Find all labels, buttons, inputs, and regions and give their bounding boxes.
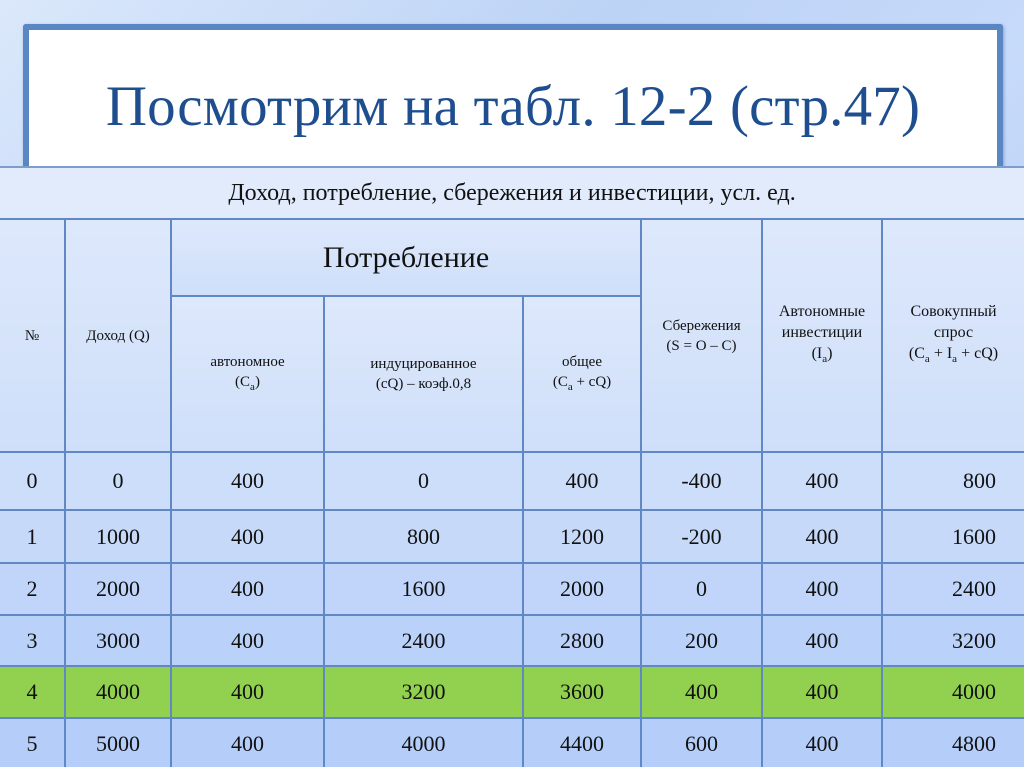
- cell-investment: 400: [762, 718, 882, 767]
- header-savings-line1: Сбережения: [662, 317, 741, 334]
- cell-total: 3600: [523, 666, 641, 718]
- header-total-consumption: [523, 296, 641, 452]
- header-demand-formula-sub1: a: [924, 353, 930, 365]
- header-aggregate-demand: [882, 219, 1024, 452]
- cell-income: 2000: [65, 563, 171, 615]
- cell-savings: 400: [641, 666, 762, 718]
- header-induced-line2: (cQ) – коэф.0,8: [375, 376, 472, 392]
- cell-number: 1: [0, 510, 65, 563]
- header-total-pre: (C: [552, 373, 568, 390]
- header-total-post: + cQ): [572, 373, 612, 390]
- header-consumption-group: Потребление: [171, 219, 641, 296]
- cell-number: 0: [0, 452, 65, 510]
- cell-total: 4400: [523, 718, 641, 767]
- cell-investment: 400: [762, 452, 882, 510]
- cell-induced: 0: [324, 452, 523, 510]
- header-savings-line2: (S = O – C): [666, 337, 737, 354]
- cell-induced: 2400: [324, 615, 523, 666]
- cell-number: 2: [0, 563, 65, 615]
- cell-income: 4000: [65, 666, 171, 718]
- header-savings: [641, 219, 762, 452]
- header-number: №: [0, 219, 65, 452]
- cell-income: 1000: [65, 510, 171, 563]
- header-induced-line1: индуцированное: [370, 356, 477, 372]
- header-autonomous-post: ): [254, 373, 260, 390]
- cell-total: 2000: [523, 563, 641, 615]
- header-investment: [762, 219, 882, 452]
- header-total-sub: a: [567, 380, 573, 393]
- cell-total: 1200: [523, 510, 641, 563]
- table-row-highlighted: [0, 666, 1024, 718]
- header-investment-formula-post: ): [827, 345, 833, 362]
- header-demand-line2: спрос: [933, 324, 974, 341]
- header-investment-formula-sub: a: [822, 353, 828, 365]
- header-income: Доход (Q): [65, 219, 171, 452]
- cell-investment: 400: [762, 563, 882, 615]
- cell-induced: 1600: [324, 563, 523, 615]
- table-caption: Доход, потребление, сбережения и инвестиции, усл. ед.: [0, 167, 1024, 219]
- cell-savings: 0: [641, 563, 762, 615]
- cell-autonomous: 400: [171, 452, 324, 510]
- cell-savings: 200: [641, 615, 762, 666]
- cell-investment: 400: [762, 666, 882, 718]
- cell-income: 5000: [65, 718, 171, 767]
- header-autonomous-consumption: [171, 296, 324, 452]
- header-investment-line2: инвестиции: [781, 324, 863, 341]
- cell-autonomous: 400: [171, 666, 324, 718]
- header-demand-formula-post: + cQ): [957, 345, 999, 362]
- table-row: [0, 615, 1024, 666]
- table-row: [0, 510, 1024, 563]
- cell-total: 400: [523, 452, 641, 510]
- table-row: [0, 718, 1024, 767]
- cell-income: 0: [65, 452, 171, 510]
- cell-demand: 800: [882, 452, 1024, 510]
- cell-demand: 4000: [882, 666, 1024, 718]
- cell-induced: 800: [324, 510, 523, 563]
- cell-savings: -400: [641, 452, 762, 510]
- cell-autonomous: 400: [171, 718, 324, 767]
- header-autonomous-line1: автономное: [210, 353, 285, 370]
- cell-induced: 4000: [324, 718, 523, 767]
- cell-savings: -200: [641, 510, 762, 563]
- header-total-line1: общее: [562, 353, 602, 370]
- header-induced-consumption: [324, 296, 523, 452]
- cell-autonomous: 400: [171, 563, 324, 615]
- table-row: [0, 452, 1024, 510]
- cell-number: 5: [0, 718, 65, 767]
- cell-autonomous: 400: [171, 510, 324, 563]
- cell-investment: 400: [762, 615, 882, 666]
- header-demand-formula-mid: + I: [929, 345, 953, 362]
- table-row: [0, 563, 1024, 615]
- income-consumption-table: [0, 166, 1024, 767]
- title-frame: [23, 24, 1003, 174]
- cell-demand: 1600: [882, 510, 1024, 563]
- cell-number: 3: [0, 615, 65, 666]
- slide-title: Посмотрим на табл. 12-2 (стр.47): [105, 75, 921, 138]
- cell-number: 4: [0, 666, 65, 718]
- cell-autonomous: 400: [171, 615, 324, 666]
- cell-demand: 3200: [882, 615, 1024, 666]
- header-demand-formula-pre: (C: [908, 345, 925, 362]
- cell-demand: 2400: [882, 563, 1024, 615]
- cell-savings: 600: [641, 718, 762, 767]
- header-investment-line1: Автономные: [778, 303, 866, 320]
- header-autonomous-sub: a: [250, 380, 255, 393]
- header-demand-line1: Совокупный: [910, 303, 997, 320]
- header-demand-formula-sub2: a: [952, 353, 958, 365]
- cell-induced: 3200: [324, 666, 523, 718]
- cell-demand: 4800: [882, 718, 1024, 767]
- header-investment-formula-pre: (I: [811, 345, 823, 362]
- cell-total: 2800: [523, 615, 641, 666]
- header-autonomous-pre: (C: [235, 373, 251, 390]
- data-table-container: [0, 166, 1024, 767]
- cell-income: 3000: [65, 615, 171, 666]
- cell-investment: 400: [762, 510, 882, 563]
